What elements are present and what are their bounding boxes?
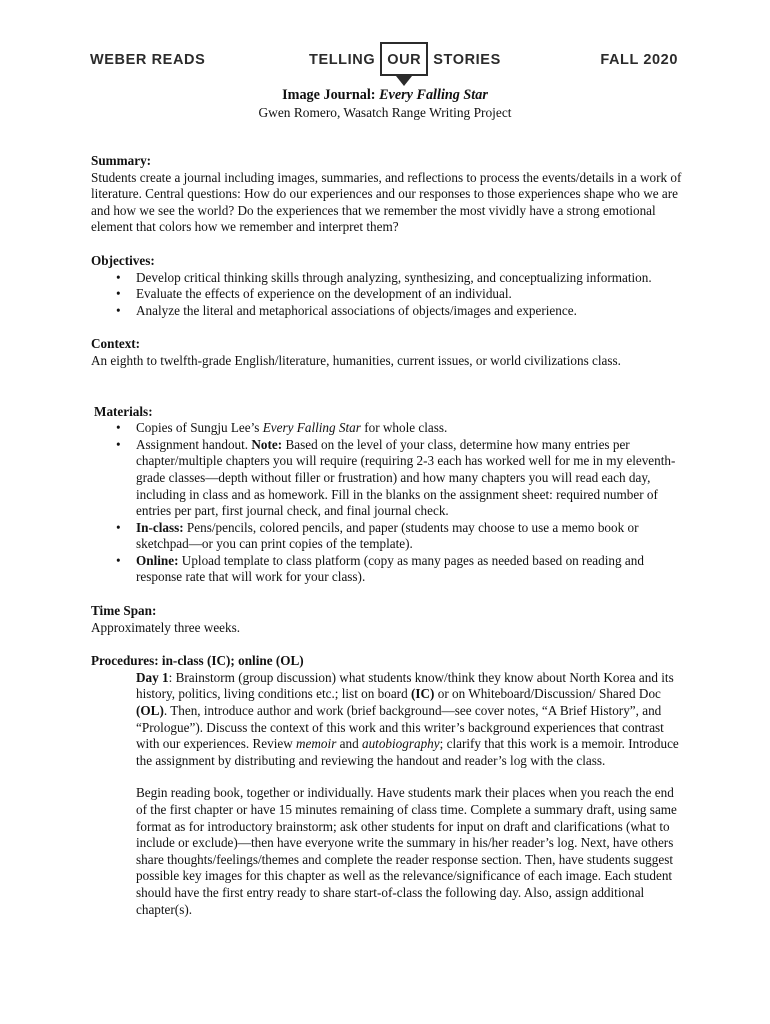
- document-body: [91, 153, 683, 918]
- list-item: • Copies of Sungju Lee’s Every Falling Star for whole class.: [136, 420, 683, 437]
- list-item: • Online: Upload template to class platform (copy as many pages as needed based on reading and response rate that will work for your class).: [136, 553, 683, 586]
- timespan-section: [91, 603, 683, 636]
- list-item: • In-class: Pens/pencils, colored pencils, and paper (students may choose to use a memo book or sketchpad—or you can print copies of the template).: [136, 520, 683, 553]
- materials-section: [91, 404, 683, 587]
- list-item: • Evaluate the effects of experience on the development of an individual.: [136, 286, 683, 303]
- procedures-section: [91, 653, 683, 918]
- document-title: [0, 87, 770, 104]
- document-author: Gwen Romero, Wasatch Range Writing Project: [258, 105, 512, 120]
- procedures-day1-paragraph: Day 1: Brainstorm (group discussion) what students know/think they know about North Korea and its history, politics, living conditions etc.; list on board (IC) or on Whiteboard/Discussion/ Shared Doc (OL). Then, introduce author and work (brief background—see cover notes, “A Brief History”, and “Prologue”). Discuss the context of this work and this writer’s background experiences that contrast with our experiences. Review memoir and autobiography; clarify that this work is a memoir. Introduce the assignment by distributing and reviewing the handout and reader’s log with the class.: [136, 669, 679, 768]
- summary-text: Students create a journal including images, summaries, and reflections to process the events/details in a work of literature. Central questions: How do our experiences and our responses to those experiences shape who we are and how we see the world? Do the experiences that we remember the most vividly have a strong emotional element that colors how we remember and interpret them?: [91, 169, 682, 235]
- title-book: Every Falling Star: [379, 87, 488, 103]
- list-item: • Analyze the literal and metaphorical associations of objects/images and experience.: [136, 303, 683, 320]
- header-left-label: WEBER READS: [90, 52, 206, 68]
- logo-word-stories: STORIES: [433, 52, 501, 68]
- header-right-label: FALL 2020: [600, 52, 678, 68]
- materials-list: [94, 420, 683, 586]
- logo-word-our: OUR: [387, 52, 422, 68]
- procedures-reading-paragraph: Begin reading book, together or individually. Have students mark their places when you reach the end of the first chapter or have 15 minutes remaining of class time. Complete a summary draft, using same format as for introductory brainstorm; ask other students for input on draft and clarifications (what to include or exclude)—then have everyone write the summary in his/her reader’s log. Next, have others share thoughts/feelings/themes and complete the reader response section. Then, have students suggest possible key images for this chapter as well as the relevance/significance of each image. Each student should have the first entry ready to share start-of-class the following day. Also, assign additional chapter(s).: [136, 785, 677, 917]
- logo-speech-bubble: [380, 42, 428, 76]
- context-section: [91, 336, 683, 369]
- timespan-text: Approximately three weeks.: [91, 619, 241, 635]
- procedures-heading: Procedures: in-class (IC); online (OL): [91, 653, 304, 669]
- summary-section: [91, 153, 683, 236]
- context-heading: Context:: [91, 336, 141, 352]
- objectives-list: [91, 270, 683, 320]
- summary-heading: Summary:: [91, 153, 152, 168]
- materials-heading: Materials:: [94, 403, 153, 419]
- objectives-section: [91, 253, 683, 319]
- title-prefix: Image Journal:: [282, 87, 380, 103]
- list-item: • Develop critical thinking skills through analyzing, synthesizing, and conceptualizing information.: [136, 270, 683, 287]
- logo-word-telling: TELLING: [309, 52, 376, 68]
- timespan-heading: Time Span:: [91, 603, 157, 619]
- telling-our-stories-logo: [309, 42, 501, 82]
- list-item: • Assignment handout. Note: Based on the level of your class, determine how many entries per chapter/multiple chapters you will require (requiring 2-3 each has worked well for me in my eleventh-grade classes—depth without filler or frustration) and how many chapters you will read each day, including in class and as homework. Fill in the blanks on the assignment sheet: required number of entries per part, first journal check, and final journal check.: [136, 437, 683, 520]
- context-text: An eighth to twelfth-grade English/literature, humanities, current issues, or world civilizations class.: [91, 352, 621, 368]
- objectives-heading: Objectives:: [91, 252, 155, 268]
